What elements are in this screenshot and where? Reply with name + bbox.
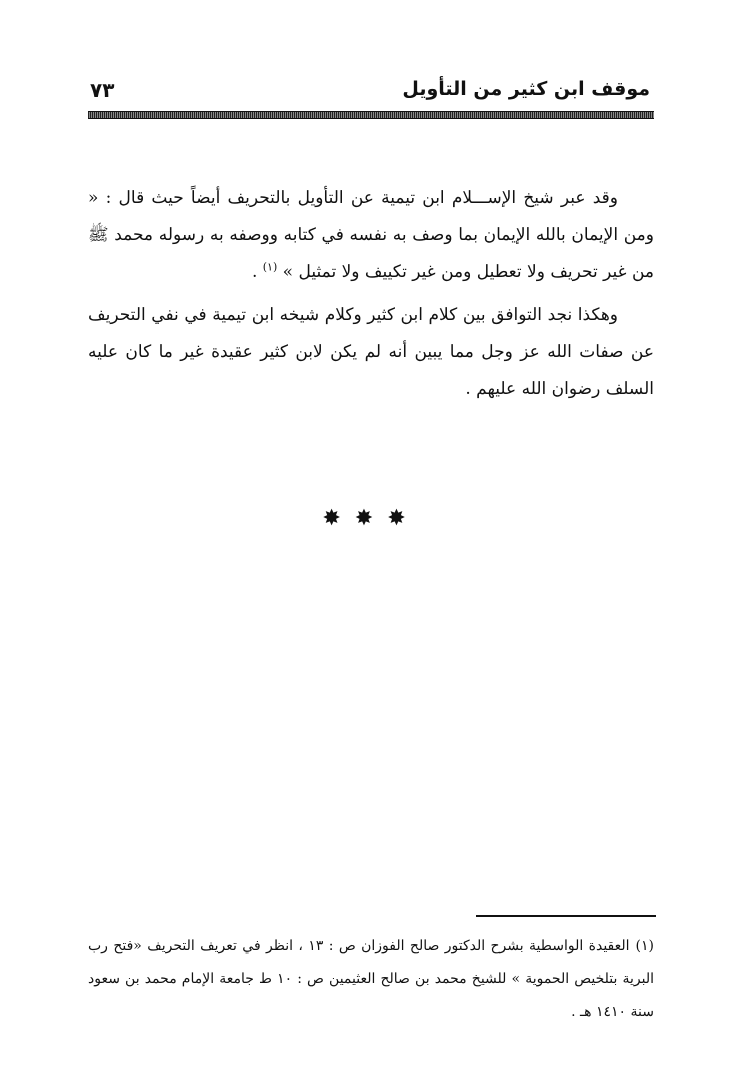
paragraph-2: وهكذا نجد التوافق بين كلام ابن كثير وكلام شيخه ابن تيمية في نفي التحريف عن صفات الله عز وجل مما يبين أنه لم يكن لابن كثير عقيدة غير ما كان عليه السلف رضوان الله عليهم . (88, 305, 654, 399)
footnote-number: (١) (635, 938, 655, 954)
footnote-reference: (١) (262, 260, 278, 274)
paragraph-1 (88, 180, 654, 291)
header-rule (88, 111, 654, 119)
paragraph-1-text: وقد عبر شيخ الإســـلام ابن تيمية عن التأويل بالتحريف أيضاً حيث قال : « ومن الإيمان بالله الإيمان بما وصف به نفسه في كتابه ووصفه به رسوله محمد ﷺ من غير تحريف ولا تعطيل ومن غير تكييف ولا تمثيل » (88, 188, 654, 282)
footnote-rule (476, 915, 656, 917)
main-text (88, 180, 654, 408)
paragraph-1-end: . (251, 262, 263, 282)
page-number: ٧٣ (90, 78, 115, 102)
footnote-text: العقيدة الواسطية بشرح الدكتور صالح الفوزان ص : ١٣ ، انظر في تعريف التحريف «فتح رب البرية بتلخيص الحموية » للشيخ محمد بن صالح العثيمين ص : ١٠ ط جامعة الإمام محمد بن سعود سنة ١٤١٠ هـ . (88, 938, 655, 1020)
running-header-title: موقف ابن كثير من التأويل (402, 78, 650, 100)
section-separator: ✸✸✸ (322, 506, 420, 531)
footnote (88, 930, 654, 1029)
